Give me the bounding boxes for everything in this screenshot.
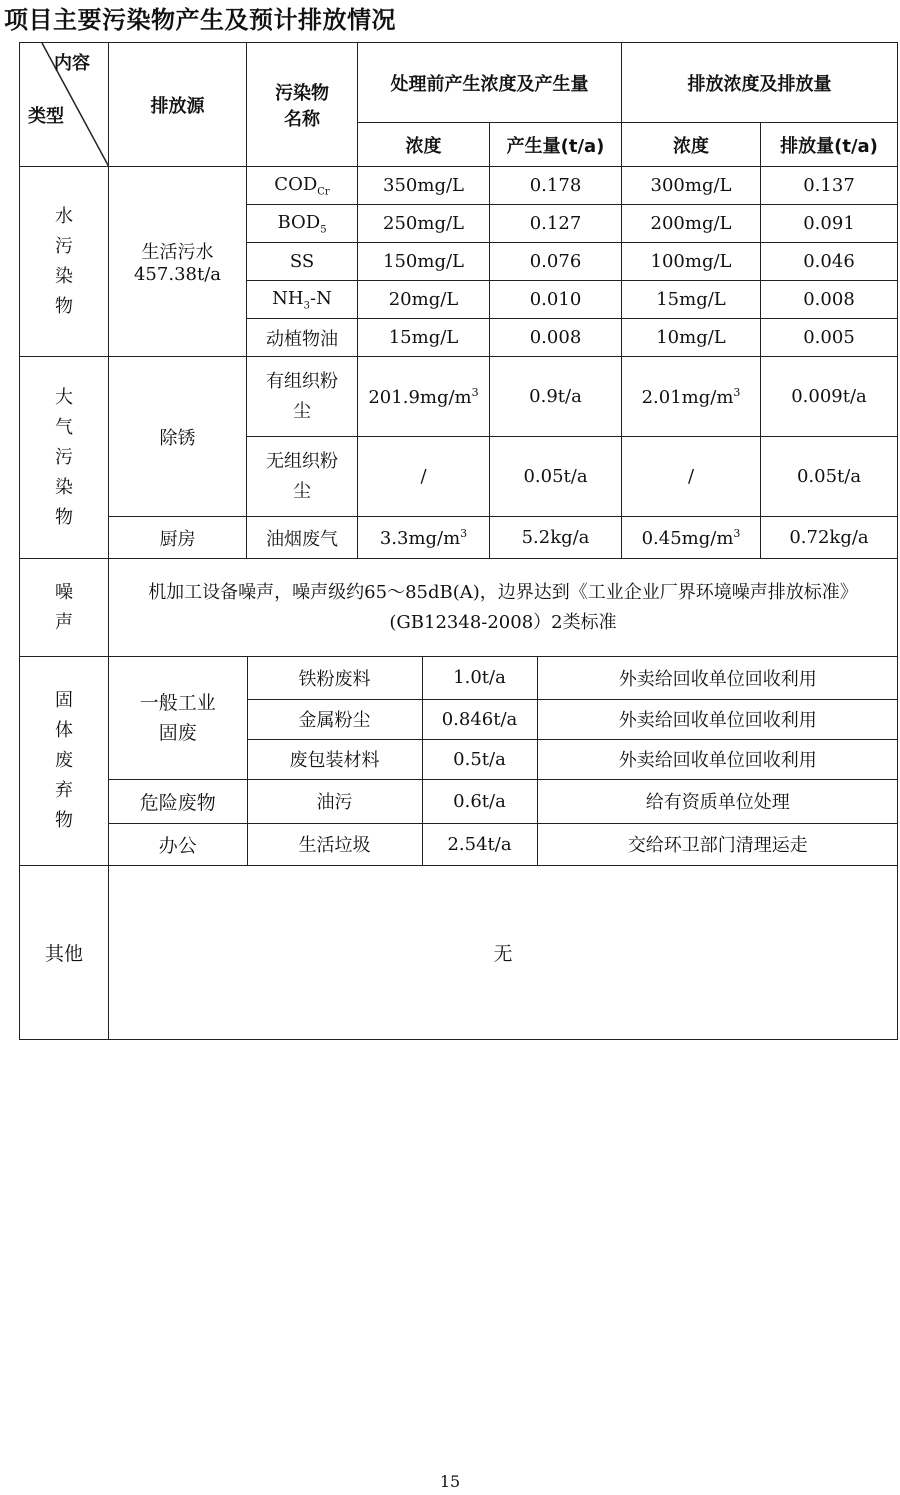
water-amount-after: 0.091 bbox=[761, 205, 898, 243]
header-amount-2: 排放量(t/a) bbox=[761, 123, 898, 167]
solid-type-char: 体 bbox=[55, 720, 73, 741]
water-conc-before: 15mg/L bbox=[358, 319, 490, 357]
air-type-char: 气 bbox=[55, 416, 73, 438]
water-conc-before: 250mg/L bbox=[358, 205, 490, 243]
air-row-1 bbox=[20, 357, 898, 437]
solid-waste-disposal: 外卖给回收单位回收利用 bbox=[537, 699, 898, 739]
water-conc-after: 200mg/L bbox=[622, 205, 761, 243]
water-source-volume: 457.38t/a bbox=[133, 264, 221, 285]
solid-waste-table bbox=[109, 657, 898, 865]
air-amount-before: 0.05t/a bbox=[490, 437, 622, 517]
water-type-char: 污 bbox=[55, 235, 73, 257]
pollutant-table bbox=[19, 42, 898, 1040]
water-amount-before: 0.127 bbox=[490, 205, 622, 243]
air-conc-after: / bbox=[622, 437, 761, 517]
water-amount-after: 0.137 bbox=[761, 167, 898, 205]
air-amount-after: 0.05t/a bbox=[761, 437, 898, 517]
header-row-1 bbox=[20, 43, 898, 123]
air-type-char: 污 bbox=[55, 446, 73, 468]
noise-row bbox=[20, 559, 898, 657]
air-pollutant-name: 油烟废气 bbox=[247, 517, 358, 559]
solid-waste-amount: 0.5t/a bbox=[422, 739, 537, 779]
header-before-treatment: 处理前产生浓度及产生量 bbox=[358, 43, 622, 123]
solid-waste-amount: 1.0t/a bbox=[422, 657, 537, 699]
water-amount-before: 0.010 bbox=[490, 281, 622, 319]
air-amount-after: 0.72kg/a bbox=[761, 517, 898, 559]
header-concentration-2: 浓度 bbox=[622, 123, 761, 167]
header-pollutant bbox=[247, 43, 358, 167]
water-conc-before: 150mg/L bbox=[358, 243, 490, 281]
other-row bbox=[20, 866, 898, 1040]
solid-row-4 bbox=[109, 779, 898, 823]
water-pollutant-name: $COD_{Cr}$ bbox=[247, 167, 358, 205]
noise-description bbox=[109, 559, 898, 657]
solid-type-char: 弃 bbox=[55, 780, 73, 801]
noise-type-cell bbox=[20, 559, 109, 657]
air-pollutant-name: 有组织粉 尘 bbox=[247, 357, 358, 437]
header-source: 排放源 bbox=[109, 43, 247, 167]
water-type-char: 水 bbox=[55, 205, 73, 227]
water-pollutant-name: 动植物油 bbox=[247, 319, 358, 357]
air-amount-after: 0.009t/a bbox=[761, 357, 898, 437]
water-conc-after: 100mg/L bbox=[622, 243, 761, 281]
air-type-char: 染 bbox=[55, 476, 73, 498]
air-source-kitchen: 厨房 bbox=[109, 517, 247, 559]
water-conc-after: 15mg/L bbox=[622, 281, 761, 319]
solid-waste-amount: 0.6t/a bbox=[422, 779, 537, 823]
water-amount-before: 0.076 bbox=[490, 243, 622, 281]
solid-waste-name: 金属粉尘 bbox=[247, 699, 422, 739]
noise-line-1: 机加工设备噪声，噪声级约65～85dB(A)，边界达到《工业企业厂界环境噪声排放标准》 bbox=[148, 581, 858, 603]
solid-waste-name: 生活垃圾 bbox=[247, 823, 422, 865]
water-pollutant-name: $BOD_5$ bbox=[247, 205, 358, 243]
header-pollutant-line1: 污染物 bbox=[275, 82, 329, 104]
solid-waste-disposal: 交给环卫部门清理运走 bbox=[537, 823, 898, 865]
other-type-cell: 其他 bbox=[20, 866, 109, 1040]
air-amount-before: 5.2kg/a bbox=[490, 517, 622, 559]
header-concentration-1: 浓度 bbox=[358, 123, 490, 167]
header-after-treatment: 排放浓度及排放量 bbox=[622, 43, 898, 123]
header-pollutant-line2: 名称 bbox=[284, 108, 320, 130]
water-source-cell bbox=[109, 167, 247, 357]
page-title: 项目主要污染物产生及预计排放情况 bbox=[4, 6, 396, 34]
solid-row-1 bbox=[109, 657, 898, 699]
solid-row-5 bbox=[109, 823, 898, 865]
water-conc-after: 300mg/L bbox=[622, 167, 761, 205]
solid-waste-inner-cell bbox=[109, 657, 898, 866]
water-amount-before: 0.008 bbox=[490, 319, 622, 357]
water-pollutant-name: SS bbox=[247, 243, 358, 281]
solid-waste-disposal: 给有资质单位处理 bbox=[537, 779, 898, 823]
water-type-char: 物 bbox=[55, 295, 73, 317]
solid-waste-amount: 2.54t/a bbox=[422, 823, 537, 865]
water-conc-before: 20mg/L bbox=[358, 281, 490, 319]
page-number: 15 bbox=[439, 1472, 461, 1491]
other-value: 无 bbox=[109, 866, 898, 1040]
water-source-name: 生活污水 bbox=[141, 242, 214, 263]
air-row-3 bbox=[20, 517, 898, 559]
air-conc-before: $3.3mg/m^3$ bbox=[358, 517, 490, 559]
air-pollutant-name: 无组织粉 尘 bbox=[247, 437, 358, 517]
air-type-char: 物 bbox=[55, 506, 73, 528]
solid-waste-disposal: 外卖给回收单位回收利用 bbox=[537, 739, 898, 779]
air-conc-before: $201.9mg/m^3$ bbox=[358, 357, 490, 437]
solid-type-char: 废 bbox=[55, 750, 73, 771]
air-conc-before: / bbox=[358, 437, 490, 517]
header-amount-1: 产生量(t/a) bbox=[490, 123, 622, 167]
noise-line-2: (GB12348-2008）2类标准 bbox=[389, 611, 617, 633]
solid-type-cell bbox=[20, 657, 109, 866]
air-conc-after: $0.45mg/m^3$ bbox=[622, 517, 761, 559]
diagonal-header-cell bbox=[20, 43, 109, 167]
water-conc-after: 10mg/L bbox=[622, 319, 761, 357]
solid-waste-disposal: 外卖给回收单位回收利用 bbox=[537, 657, 898, 699]
solid-waste-name: 油污 bbox=[247, 779, 422, 823]
solid-waste-name: 铁粉废料 bbox=[247, 657, 422, 699]
air-type-cell bbox=[20, 357, 109, 559]
water-pollutant-name: $NH_3-N$ bbox=[247, 281, 358, 319]
air-conc-after: $2.01mg/m^3$ bbox=[622, 357, 761, 437]
air-type-char: 大 bbox=[55, 386, 73, 408]
noise-type-char: 噪 bbox=[55, 581, 73, 603]
header-content-label: 内容 bbox=[54, 53, 90, 74]
water-amount-before: 0.178 bbox=[490, 167, 622, 205]
solid-type-char: 固 bbox=[55, 690, 73, 711]
solid-type-char: 物 bbox=[55, 810, 73, 831]
water-conc-before: 350mg/L bbox=[358, 167, 490, 205]
air-source-derusting: 除锈 bbox=[109, 357, 247, 517]
water-amount-after: 0.008 bbox=[761, 281, 898, 319]
water-row-1 bbox=[20, 167, 898, 205]
solid-waste-name: 废包装材料 bbox=[247, 739, 422, 779]
solid-category-office: 办公 bbox=[109, 823, 247, 865]
solid-category-general: 一般工业 固废 bbox=[109, 657, 247, 779]
header-type-label: 类型 bbox=[28, 106, 64, 127]
water-amount-after: 0.005 bbox=[761, 319, 898, 357]
air-amount-before: 0.9t/a bbox=[490, 357, 622, 437]
solid-waste-amount: 0.846t/a bbox=[422, 699, 537, 739]
water-type-cell bbox=[20, 167, 109, 357]
water-type-char: 染 bbox=[55, 265, 73, 287]
solid-category-hazard: 危险废物 bbox=[109, 779, 247, 823]
water-amount-after: 0.046 bbox=[761, 243, 898, 281]
solid-waste-row bbox=[20, 657, 898, 866]
noise-type-char: 声 bbox=[55, 611, 73, 633]
